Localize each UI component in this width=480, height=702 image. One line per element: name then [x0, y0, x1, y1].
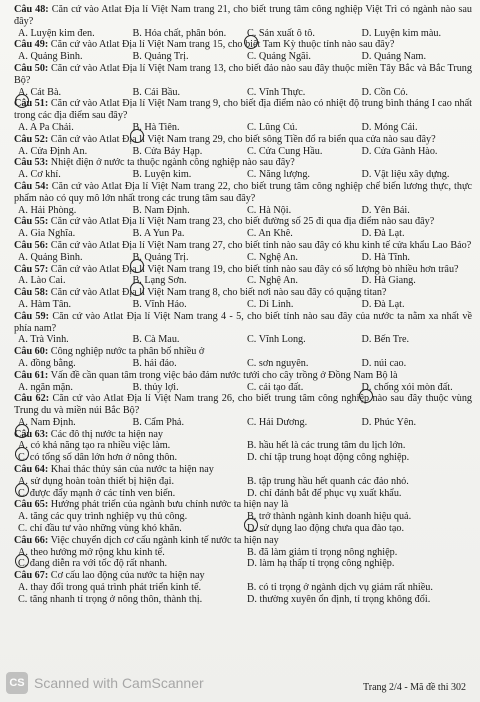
- question-block: [14, 39, 472, 63]
- question-block: [14, 570, 472, 605]
- answer-option-text: B. Hà Tiên.: [132, 121, 180, 133]
- answer-option-text: B. đã làm giảm tỉ trọng nông nghiệp.: [247, 546, 398, 558]
- answer-option-text: C. Lũng Cú.: [247, 121, 298, 133]
- answer-option-text: D. Yên Bái.: [361, 204, 410, 216]
- answer-option: [14, 252, 129, 264]
- answer-option-text: B. trở thành ngành kinh doanh hiệu quả.: [247, 511, 412, 523]
- answer-option-text: A. Cơ khí.: [18, 169, 61, 181]
- question-block: [14, 181, 472, 216]
- answer-option-text: C. Sản xuất ô tô.: [247, 27, 315, 39]
- answer-option-text: C. Cửa Cung Hầu.: [247, 145, 323, 157]
- answer-option-text: A. thay đổi trong quá trình phát triển kinh tế.: [18, 582, 202, 594]
- answer-option-text: B. A Yun Pa.: [132, 228, 185, 240]
- answer-option: [243, 28, 358, 40]
- answer-option-text: B. Cẩm Phả.: [132, 416, 185, 428]
- answer-option: [14, 299, 129, 311]
- question-block: [14, 63, 472, 98]
- question-stem: [14, 346, 472, 358]
- answer-option-text: D. Hà Tĩnh.: [361, 251, 410, 263]
- answer-option-text: B. Cái Bầu.: [132, 86, 181, 98]
- answer-option-text: D. Đà Lạt.: [361, 228, 405, 240]
- answer-option-text: C. được đẩy mạnh ở các tỉnh ven biển.: [18, 487, 176, 499]
- camscanner-logo-icon: CS: [6, 672, 28, 694]
- answer-option-text: B. tập trung hầu hết quanh các đảo nhỏ.: [247, 475, 409, 487]
- answer-option: [129, 87, 244, 99]
- answer-option: [14, 275, 129, 287]
- question-block: [14, 287, 472, 311]
- answer-option-text: A. sử dụng hoàn toàn thiết bị hiện đại.: [18, 475, 175, 487]
- answer-option: [129, 358, 244, 370]
- answer-option: [14, 122, 129, 134]
- question-number: Câu 67:: [14, 570, 49, 582]
- question-text: Căn cứ vào Atlat Địa lí Việt Nam trang 9, cho biết địa điểm nào có nhiệt độ trung bình tháng I cao nhất trong các địa điểm sau đây?: [14, 98, 472, 122]
- answer-option-text: B. Lạng Sơn.: [132, 275, 187, 287]
- answer-option: [358, 334, 473, 346]
- question-text: Căn cứ vào Atlat Địa lí Việt Nam trang 26, cho biết trung tâm công nghiệp nào sau đây thuộc vùng Trung du và miền núi Bắc Bộ?: [14, 393, 473, 417]
- question-text: Các đô thị nước ta hiện nay: [50, 428, 163, 440]
- question-text: Căn cứ vào Atlat Địa lí Việt Nam trang 13, cho biết đảo nào sau đây thuộc miền Tây Bắc và Bắc Trung Bộ?: [14, 62, 472, 86]
- answer-option-text: A. Hải Phòng.: [18, 204, 77, 216]
- answer-options: [14, 122, 472, 134]
- answer-option-text: D. chống xói mòn đất.: [361, 381, 453, 393]
- question-number: Câu 57:: [14, 263, 49, 275]
- answer-option: [129, 299, 244, 311]
- question-number: Câu 52:: [14, 133, 49, 145]
- answer-option-text: C. tăng nhanh tỉ trọng ở nông thôn, thành thị.: [18, 593, 203, 605]
- watermark-text: Scanned with CamScanner: [34, 675, 204, 691]
- answer-options: [14, 252, 472, 264]
- answer-option-text: B. Quảng Trị.: [132, 51, 189, 63]
- answer-option-text: C. Hải Dương.: [247, 416, 308, 428]
- answer-option-text: A. Nam Định.: [18, 416, 76, 428]
- answer-option-text: A. Cát Bà.: [18, 86, 62, 98]
- answer-option: [14, 440, 243, 452]
- answer-option-text: A. có khả năng tạo ra nhiều việc làm.: [18, 440, 171, 452]
- question-number: Câu 54:: [14, 180, 49, 192]
- answer-option: [14, 417, 129, 429]
- answer-option: [14, 488, 243, 500]
- answer-option-text: D. Đà Lạt.: [361, 298, 405, 310]
- question-number: Câu 53:: [14, 157, 49, 169]
- question-list: [14, 4, 472, 606]
- answer-option: [14, 205, 129, 217]
- answer-option: [243, 87, 358, 99]
- answer-option: [14, 511, 243, 523]
- question-text: Nhiệt điện ở nước ta thuộc ngành công nghiệp nào sau đây?: [50, 157, 295, 169]
- question-text: Cơ cấu lao động của nước ta hiện nay: [50, 570, 205, 582]
- question-number: Câu 65:: [14, 499, 49, 511]
- answer-options: [14, 582, 472, 606]
- question-text: Căn cứ vào Atlat Địa lí Việt Nam trang 27, cho biết tỉnh nào sau đây có khu kinh tế cửa khẩu Lao Bảo?: [50, 239, 472, 251]
- answer-option: [358, 299, 473, 311]
- question-text: Căn cứ vào Atlat Địa lí Việt Nam trang 4 - 5, cho biết tỉnh nào sau đây của nước ta nằm xa nhất về phía nam?: [14, 310, 473, 334]
- answer-option-text: D. làm hạ thấp tỉ trọng công nghiệp.: [247, 558, 395, 570]
- question-text: Khai thác thủy sản của nước ta hiện nay: [50, 464, 214, 476]
- answer-option: [14, 334, 129, 346]
- question-block: [14, 311, 472, 346]
- answer-options: [14, 205, 472, 217]
- answer-option-text: D. sử dụng lao động chưa qua đào tạo.: [247, 523, 405, 535]
- question-block: [14, 264, 472, 288]
- page-footer: Trang 2/4 - Mã đề thi 302: [363, 682, 466, 693]
- question-block: [14, 370, 472, 394]
- answer-option: [243, 334, 358, 346]
- question-stem: [14, 134, 472, 146]
- answer-option-text: D. Hà Giang.: [361, 275, 416, 287]
- answer-option: [14, 582, 243, 594]
- question-block: [14, 464, 472, 499]
- answer-option-text: C. cải tạo đất.: [247, 381, 304, 393]
- answer-option: [14, 51, 129, 63]
- question-block: [14, 393, 472, 428]
- question-text: Việc chuyển dịch cơ cấu ngành kinh tế nước ta hiện nay: [50, 534, 279, 546]
- answer-option: [243, 122, 358, 134]
- answer-option-text: A. Quảng Bình.: [18, 251, 83, 263]
- question-stem: [14, 393, 472, 417]
- answer-option-text: C. sơn nguyên.: [247, 357, 309, 369]
- answer-option-text: B. hải đảo.: [132, 357, 177, 369]
- answer-option-text: A. Lào Cai.: [18, 275, 66, 287]
- answer-option: [243, 476, 472, 488]
- answer-option: [129, 122, 244, 134]
- answer-option: [14, 146, 129, 158]
- answer-option-text: C. Vĩnh Thực.: [247, 86, 306, 98]
- answer-option: [243, 511, 472, 523]
- question-stem: [14, 216, 472, 228]
- answer-option: [358, 275, 473, 287]
- question-block: [14, 134, 472, 158]
- answer-option: [14, 28, 129, 40]
- question-text: Căn cứ vào Atlat Địa lí Việt Nam trang 15, cho biết Tam Kỳ thuộc tỉnh nào sau đây?: [50, 39, 395, 51]
- question-text: Căn cứ vào Atlat Địa lí Việt Nam trang 8, cho biết nơi nào sau đây có quặng titan?: [50, 287, 387, 299]
- answer-options: [14, 87, 472, 99]
- answer-option-text: D. núi cao.: [361, 357, 407, 369]
- question-number: Câu 60:: [14, 346, 49, 358]
- answer-option: [14, 476, 243, 488]
- question-number: Câu 56:: [14, 239, 49, 251]
- answer-option: [14, 228, 129, 240]
- answer-option: [129, 275, 244, 287]
- question-stem: [14, 464, 472, 476]
- answer-option: [243, 51, 358, 63]
- answer-option: [129, 51, 244, 63]
- answer-option: [243, 382, 358, 394]
- answer-option: [243, 558, 472, 570]
- answer-options: [14, 334, 472, 346]
- answer-options: [14, 169, 472, 181]
- answer-option: [14, 382, 129, 394]
- answer-option: [243, 228, 358, 240]
- question-stem: [14, 370, 472, 382]
- answer-option: [243, 594, 472, 606]
- answer-option: [358, 122, 473, 134]
- answer-option-text: C. chỉ đầu tư vào những vùng khó khăn.: [18, 523, 182, 535]
- answer-option-text: C. An Khê.: [247, 228, 293, 240]
- answer-option: [129, 205, 244, 217]
- question-stem: [14, 181, 472, 205]
- question-stem: [14, 535, 472, 547]
- answer-option: [358, 417, 473, 429]
- answer-option-text: C. Năng lượng.: [247, 169, 310, 181]
- answer-options: [14, 299, 472, 311]
- answer-option-text: B. Hóa chất, phân bón.: [132, 27, 227, 39]
- answer-option-text: B. hầu hết là các trung tâm du lịch lớn.: [247, 440, 406, 452]
- answer-option-text: A. A Pa Chải.: [18, 121, 74, 133]
- answer-option: [358, 205, 473, 217]
- question-text: Hướng phát triển của ngành bưu chính nước ta hiện nay là: [50, 499, 289, 511]
- question-text: Căn cứ vào Atlat Địa lí Việt Nam trang 29, cho biết sông Tiền đổ ra biển qua cửa nào sau đây?: [50, 133, 436, 145]
- answer-option-text: A. tăng các quy trình nghiệp vụ thủ công.: [18, 511, 188, 523]
- answer-option-text: B. Quảng Trị.: [132, 251, 189, 263]
- question-text: Căn cứ vào Atlat Địa lí Việt Nam trang 23, cho biết đường số 25 đi qua địa điểm nào sau đây?: [50, 216, 435, 228]
- answer-options: [14, 511, 472, 535]
- answer-option-text: A. theo hướng mở rộng khu kinh tế.: [18, 546, 165, 558]
- answer-options: [14, 547, 472, 571]
- question-stem: [14, 4, 472, 28]
- question-number: Câu 48:: [14, 4, 49, 15]
- answer-option: [358, 252, 473, 264]
- answer-options: [14, 358, 472, 370]
- question-number: Câu 59:: [14, 310, 50, 322]
- question-block: [14, 499, 472, 534]
- answer-option: [129, 252, 244, 264]
- question-number: Câu 63:: [14, 428, 49, 440]
- question-number: Câu 58:: [14, 287, 49, 299]
- answer-options: [14, 228, 472, 240]
- answer-option: [358, 51, 473, 63]
- question-stem: [14, 63, 472, 87]
- answer-option-text: B. Luyện kim.: [132, 169, 192, 181]
- answer-option: [129, 228, 244, 240]
- answer-option: [243, 205, 358, 217]
- answer-option-text: D. Bến Tre.: [361, 334, 410, 346]
- question-text: Căn cứ vào Atlat Địa lí Việt Nam trang 21, cho biết trung tâm công nghiệp Việt Trì có ngành nào sau đây?: [14, 4, 472, 27]
- answer-option-text: D. Vật liệu xây dựng.: [361, 169, 450, 181]
- answer-option-text: A. Trà Vinh.: [18, 334, 69, 346]
- answer-option-text: D. Cửa Gành Hào.: [361, 145, 438, 157]
- question-stem: [14, 39, 472, 51]
- answer-option: [14, 87, 129, 99]
- answer-options: [14, 275, 472, 287]
- answer-option-text: A. ngăn mặn.: [18, 381, 73, 393]
- question-number: Câu 55:: [14, 216, 49, 228]
- question-text: Căn cứ vào Atlat Địa lí Việt Nam trang 19, cho biết tỉnh nào sau đây có số lượng bò nhiều hơn trâu?: [50, 263, 459, 275]
- answer-option: [243, 440, 472, 452]
- question-stem: [14, 429, 472, 441]
- answer-option-text: B. Cà Mau.: [132, 334, 180, 346]
- answer-options: [14, 440, 472, 464]
- question-block: [14, 98, 472, 133]
- question-number: Câu 49:: [14, 39, 49, 51]
- answer-option: [243, 488, 472, 500]
- answer-option-text: D. Móng Cái.: [361, 121, 418, 133]
- answer-options: [14, 146, 472, 158]
- answer-option: [14, 558, 243, 570]
- question-block: [14, 429, 472, 464]
- answer-option: [14, 452, 243, 464]
- question-stem: [14, 311, 472, 335]
- answer-option-text: B. có tỉ trọng ở ngành dịch vụ giảm rất nhiều.: [247, 582, 433, 594]
- answer-option: [129, 417, 244, 429]
- question-text: Công nghiệp nước ta phân bố nhiều ở: [50, 346, 205, 358]
- answer-option: [243, 169, 358, 181]
- answer-option: [358, 28, 473, 40]
- answer-option: [14, 523, 243, 535]
- answer-options: [14, 476, 472, 500]
- answer-option: [358, 87, 473, 99]
- answer-option-text: C. đang diễn ra với tốc độ rất nhanh.: [18, 558, 168, 570]
- question-number: Câu 50:: [14, 62, 49, 74]
- answer-option-text: A. Quảng Bình.: [18, 51, 83, 63]
- answer-option-text: D. Phúc Yên.: [361, 416, 417, 428]
- answer-option-text: D. chỉ đánh bắt để phục vụ xuất khẩu.: [247, 487, 402, 499]
- answer-option: [243, 299, 358, 311]
- answer-option: [129, 28, 244, 40]
- answer-options: [14, 28, 472, 40]
- question-number: Câu 62:: [14, 393, 50, 405]
- answer-option: [243, 417, 358, 429]
- question-stem: [14, 240, 472, 252]
- answer-option-text: A. Cửa Định An.: [18, 145, 88, 157]
- camscanner-watermark: [6, 672, 204, 694]
- question-stem: [14, 157, 472, 169]
- answer-option-text: C. Nghệ An.: [247, 275, 298, 287]
- answer-option: [129, 169, 244, 181]
- answer-option: [243, 452, 472, 464]
- answer-option: [243, 547, 472, 559]
- answer-option: [14, 169, 129, 181]
- answer-option-text: D. Quảng Nam.: [361, 51, 427, 63]
- answer-option: [129, 146, 244, 158]
- question-block: [14, 535, 472, 570]
- answer-option: [358, 382, 473, 394]
- answer-option-text: C. Vĩnh Long.: [247, 334, 306, 346]
- question-stem: [14, 98, 472, 122]
- question-stem: [14, 264, 472, 276]
- question-block: [14, 240, 472, 264]
- answer-option-text: D. thường xuyên ổn định, tỉ trọng không đổi.: [247, 593, 431, 605]
- question-text: Vấn đề cần quan tâm trong việc bảo đảm nước tưới cho cây trồng ở Đồng Nam Bộ là: [50, 369, 398, 381]
- answer-option-text: A. Hàm Tân.: [18, 298, 72, 310]
- question-text: Căn cứ vào Atlat Địa lí Việt Nam trang 22, cho biết trung tâm công nghiệp chế biến lương thực, thực phẩm nào có quy mô lớn nhất trong các trung tâm sau đây?: [14, 180, 473, 204]
- answer-option-text: A. đồng bằng.: [18, 357, 76, 369]
- answer-option: [243, 275, 358, 287]
- question-stem: [14, 499, 472, 511]
- answer-option-text: D. chỉ tập trung hoạt động công nghiệp.: [247, 452, 410, 464]
- answer-option: [243, 523, 472, 535]
- answer-option: [358, 228, 473, 240]
- answer-option-text: D. Cồn Cỏ.: [361, 86, 408, 98]
- question-block: [14, 216, 472, 240]
- question-number: Câu 61:: [14, 369, 49, 381]
- answer-option-text: C. có tổng số dân lớn hơn ở nông thôn.: [18, 452, 178, 464]
- question-number: Câu 51:: [14, 98, 49, 110]
- answer-option: [14, 547, 243, 559]
- answer-option-text: A. Luyện kim đen.: [18, 27, 95, 39]
- answer-option: [243, 358, 358, 370]
- answer-option-text: B. Nam Định.: [132, 204, 190, 216]
- question-number: Câu 64:: [14, 464, 49, 476]
- answer-option: [129, 334, 244, 346]
- answer-option: [243, 582, 472, 594]
- answer-option: [243, 252, 358, 264]
- answer-option-text: B. Vĩnh Hảo.: [132, 298, 187, 310]
- answer-option: [14, 358, 129, 370]
- answer-option-text: C. Di Linh.: [247, 298, 294, 310]
- answer-option-text: C. Quảng Ngãi.: [247, 51, 311, 63]
- answer-options: [14, 51, 472, 63]
- answer-option: [358, 146, 473, 158]
- answer-options: [14, 382, 472, 394]
- question-stem: [14, 570, 472, 582]
- answer-option: [358, 358, 473, 370]
- answer-option: [129, 382, 244, 394]
- question-block: [14, 4, 472, 39]
- question-block: [14, 157, 472, 181]
- answer-option-text: D. Luyện kim màu.: [361, 27, 442, 39]
- answer-option: [243, 146, 358, 158]
- answer-options: [14, 417, 472, 429]
- answer-option: [358, 169, 473, 181]
- answer-option-text: A. Gia Nghĩa.: [18, 228, 76, 240]
- question-stem: [14, 287, 472, 299]
- question-block: [14, 346, 472, 370]
- answer-option: [14, 594, 243, 606]
- answer-option-text: C. Nghệ An.: [247, 251, 298, 263]
- answer-option-text: B. Cửa Bảy Hạp.: [132, 145, 203, 157]
- answer-option-text: C. Hà Nội.: [247, 204, 292, 216]
- answer-option-text: B. thủy lợi.: [132, 381, 179, 393]
- question-number: Câu 66:: [14, 534, 49, 546]
